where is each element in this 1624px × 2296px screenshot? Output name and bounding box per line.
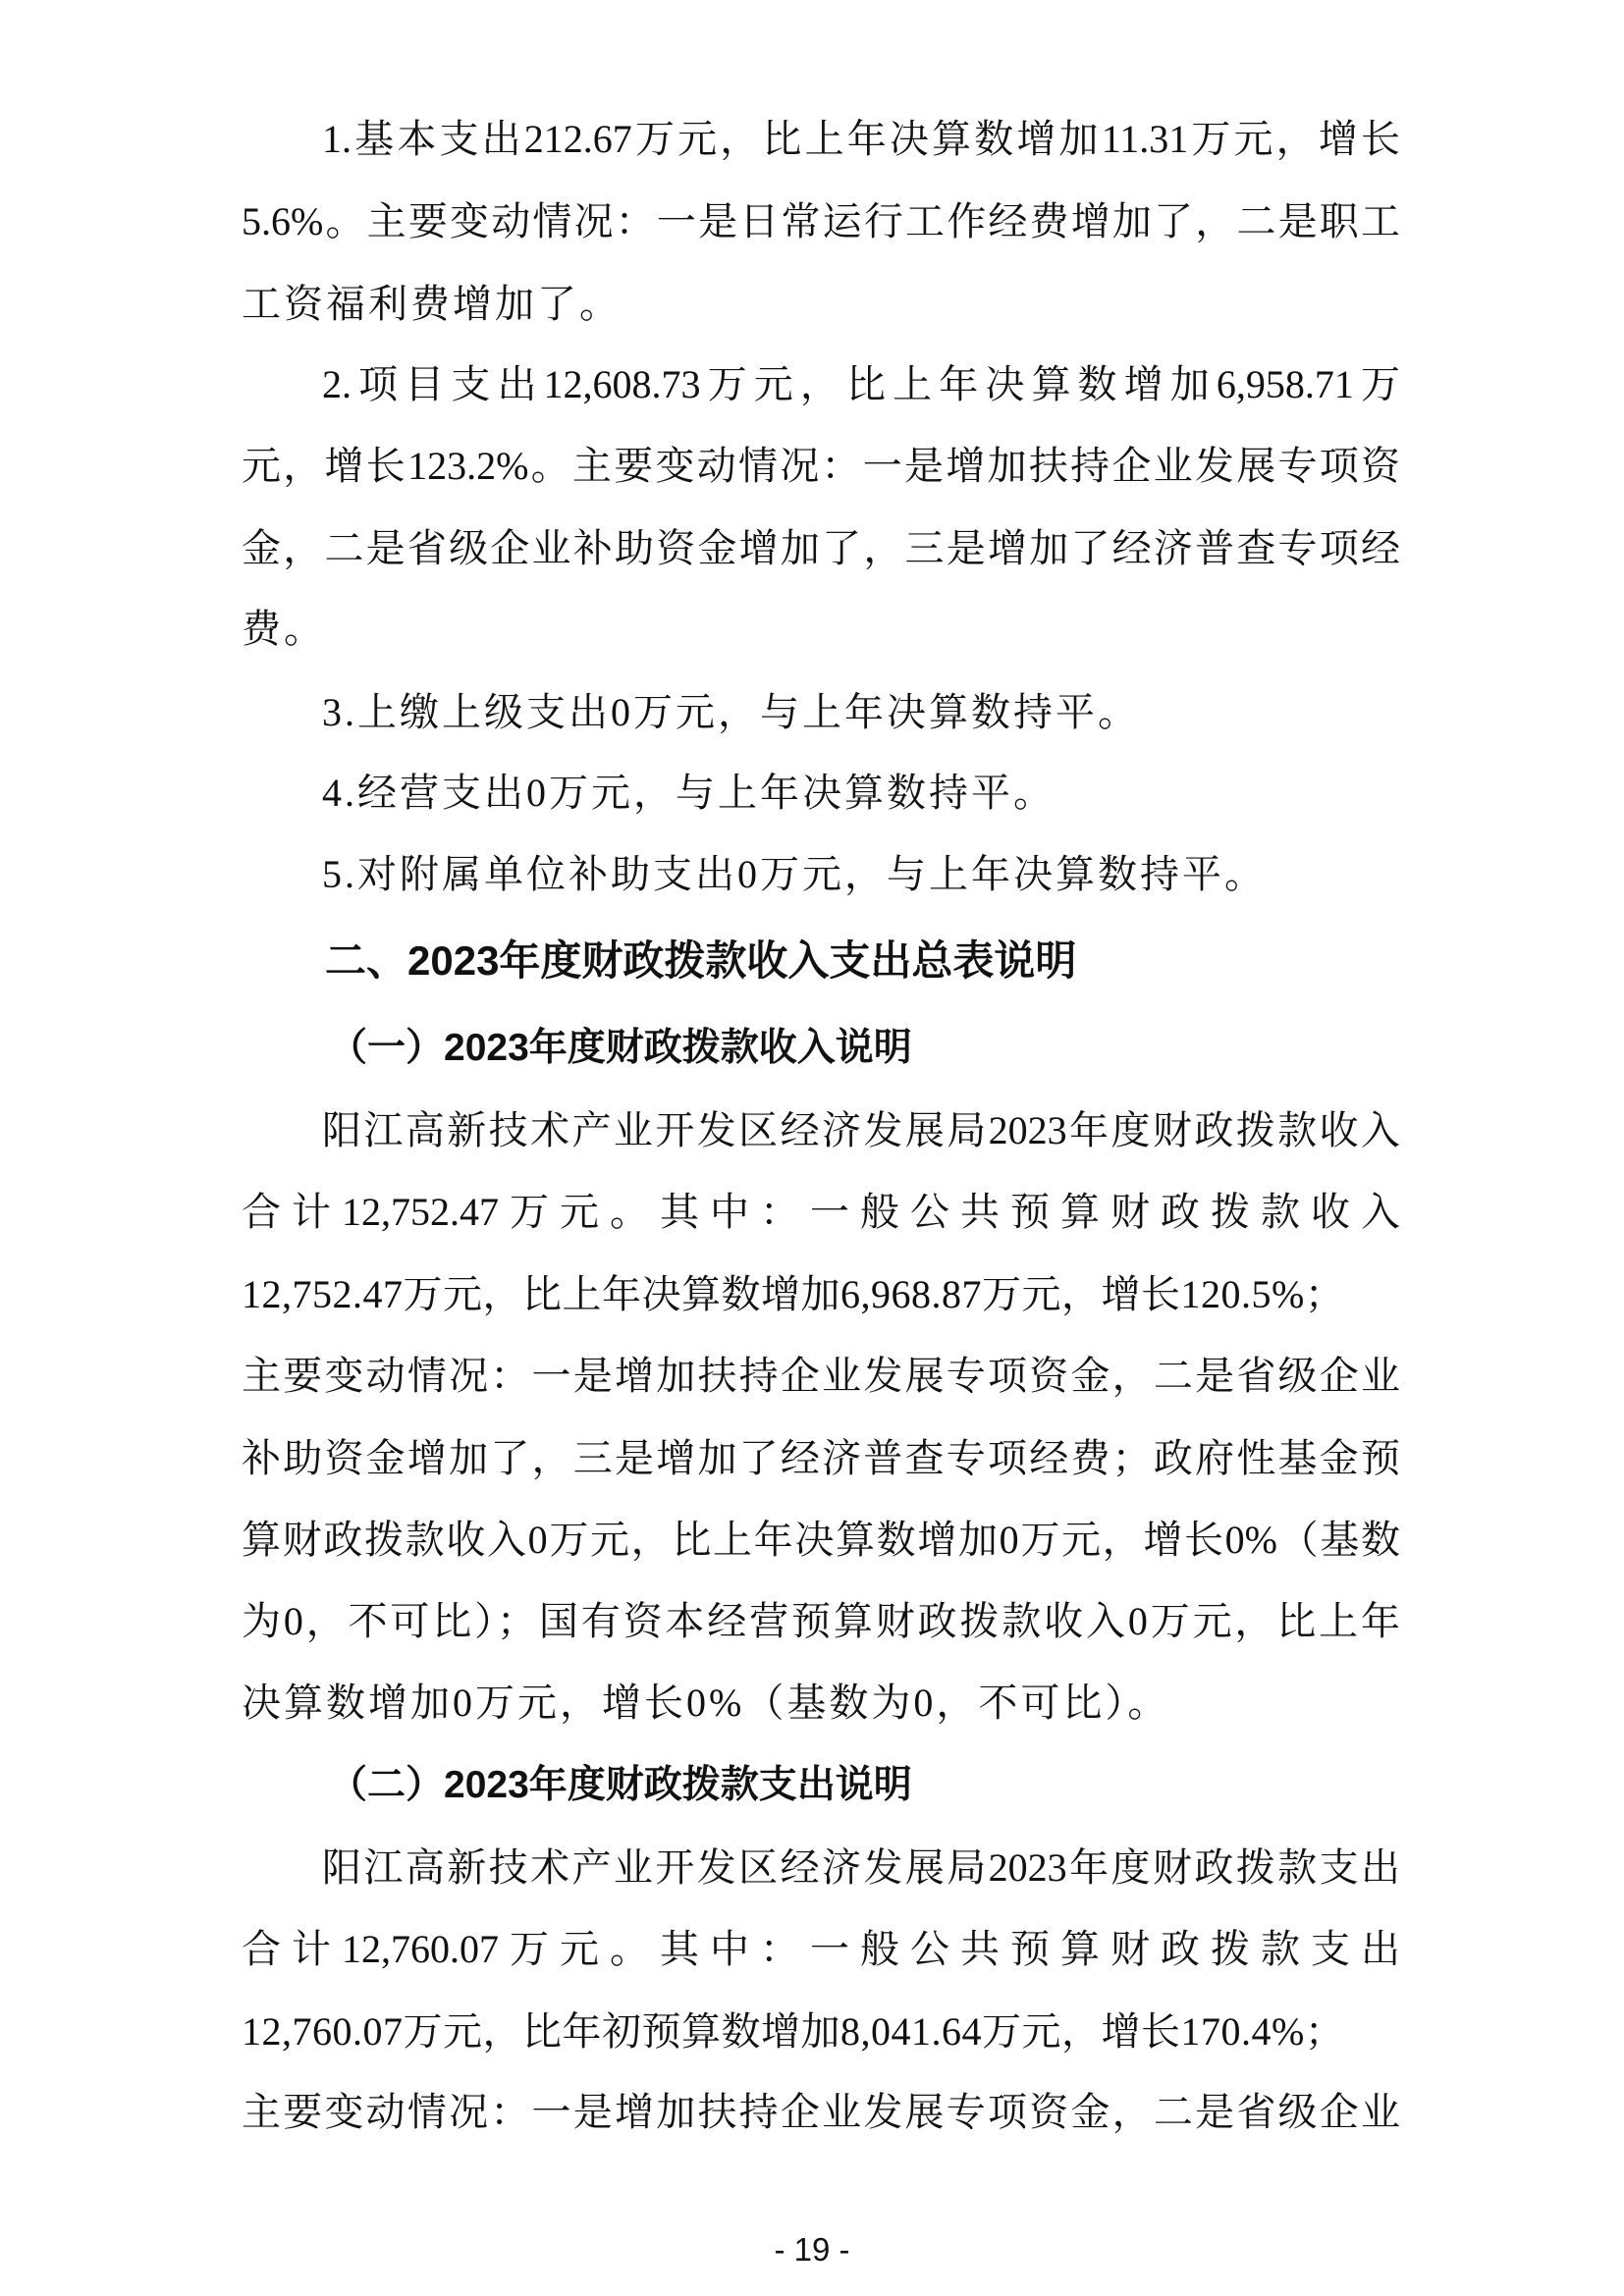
page-number: - 19 - — [774, 2231, 850, 2268]
body-line: 金，二是省级企业补助资金增加了，三是增加了经济普查专项经 — [242, 526, 1400, 570]
body-line: 阳江高新技术产业开发区经济发展局2023年度财政拨款支出 — [322, 1845, 1400, 1890]
body-line: 3.上缴上级支出0万元，与上年决算数持平。 — [322, 690, 1140, 734]
body-line: 费。 — [242, 607, 326, 651]
body-line: 工资福利费增加了。 — [242, 282, 622, 326]
subsection-heading: （二）2023年度财政拨款支出说明 — [329, 1764, 912, 1806]
body-line: 12,752.47万元，比上年决算数增加6,968.87万元，增长120.5%； — [242, 1272, 1345, 1316]
body-line: 补助资金增加了，三是增加了经济普查专项经费；政府性基金预 — [242, 1436, 1400, 1480]
body-line: 2.项目支出12,608.73万元，比上年决算数增加6,958.71万 — [322, 362, 1400, 406]
body-line: 决算数增加0万元，增长0%（基数为0，不可比）。 — [242, 1681, 1170, 1725]
body-line: 阳江高新技术产业开发区经济发展局2023年度财政拨款收入 — [322, 1108, 1400, 1152]
body-line: 主要变动情况：一是增加扶持企业发展专项资金，二是省级企业 — [242, 1354, 1400, 1398]
body-line: 1.基本支出212.67万元，比上年决算数增加11.31万元，增长 — [322, 117, 1400, 161]
body-line: 合计12,752.47万元。其中：一般公共预算财政拨款收入 — [242, 1190, 1400, 1234]
body-line: 算财政拨款收入0万元，比上年决算数增加0万元，增长0%（基数 — [242, 1518, 1400, 1562]
body-line: 合计12,760.07万元。其中：一般公共预算财政拨款支出 — [242, 1927, 1400, 1971]
body-line: 主要变动情况：一是增加扶持企业发展专项资金，二是省级企业 — [242, 2090, 1400, 2134]
body-line: 4.经营支出0万元，与上年决算数持平。 — [322, 771, 1056, 815]
body-line: 元，增长123.2%。主要变动情况：一是增加扶持企业发展专项资 — [242, 444, 1400, 488]
body-line: 12,760.07万元，比年初预算数增加8,041.64万元，增长170.4%； — [242, 2009, 1345, 2054]
body-line: 为0，不可比）；国有资本经营预算财政拨款收入0万元，比上年 — [242, 1599, 1400, 1643]
section-heading: 二、2023年度财政拨款收入支出总表说明 — [325, 937, 1077, 984]
body-line: 5.对附属单位补助支出0万元，与上年决算数持平。 — [322, 852, 1267, 896]
subsection-heading: （一）2023年度财政拨款收入说明 — [329, 1027, 912, 1069]
body-line: 5.6%。主要变动情况：一是日常运行工作经费增加了，二是职工 — [242, 199, 1400, 243]
